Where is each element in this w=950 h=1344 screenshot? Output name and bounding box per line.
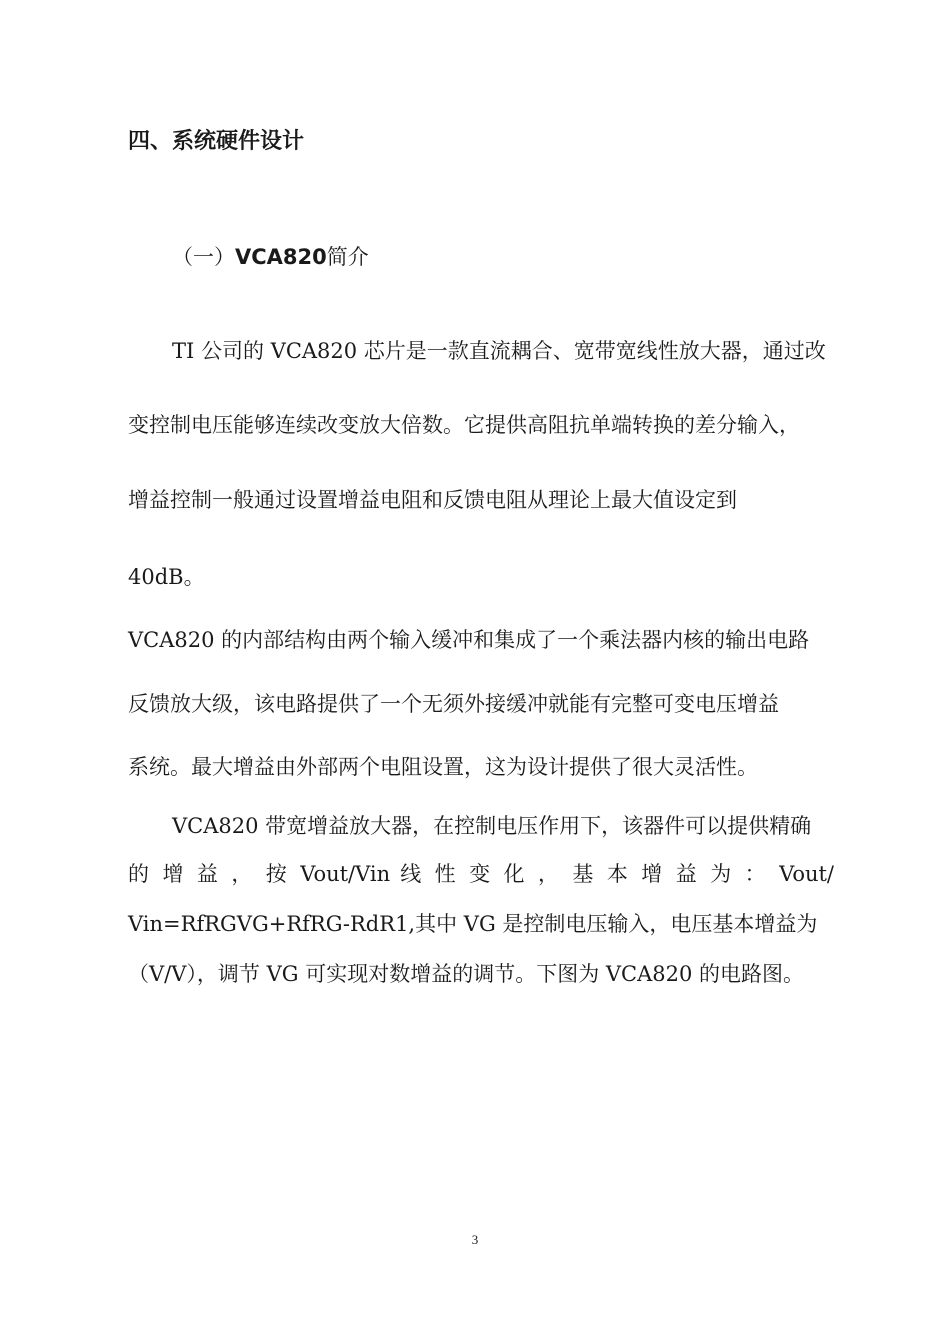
subsection-heading [172, 243, 369, 271]
subsection-title-en: VCA820 [235, 245, 327, 269]
paragraph-1-line-2: 变控制电压能够连续改变放大倍数。它提供高阻抗单端转换的差分输入， [128, 413, 800, 437]
subsection-prefix: （一） [172, 245, 235, 269]
paragraph-2-line-3: 系统。最大增益由外部两个电阻设置，这为设计提供了很大灵活性。 [128, 755, 758, 779]
paragraph-3-line-2: 的 增 益 ， 按 Vout/Vin 线 性 变 化 ， 基 本 增 益 为 ： Vout/ [128, 862, 834, 886]
paragraph-1-line-3: 增益控制一般通过设置增益电阻和反馈电阻从理论上最大值设定到 [128, 488, 737, 512]
subsection-suffix: 简介 [326, 245, 369, 269]
section-heading: 四、系统硬件设计 [128, 129, 305, 154]
paragraph-3-line-1: VCA820 带宽增益放大器，在控制电压作用下，该器件可以提供精确 [172, 814, 812, 838]
paragraph-3-line-4: （V/V），调节 VG 可实现对数增益的调节。下图为 VCA820 的电路图。 [128, 962, 805, 986]
paragraph-2-line-2: 反馈放大级，该电路提供了一个无须外接缓冲就能有完整可变电压增益 [128, 692, 779, 716]
paragraph-1-line-4: 40dB。 [128, 565, 205, 589]
paragraph-2-line-1: VCA820 的内部结构由两个输入缓冲和集成了一个乘法器内核的输出电路 [128, 628, 810, 652]
paragraph-1-line-1: TI 公司的 VCA820 芯片是一款直流耦合、宽带宽线性放大器，通过改 [172, 339, 826, 363]
paragraph-3-line-3: Vin=RfRGVG+RfRG-RdR1,其中 VG 是控制电压输入，电压基本增益为 [128, 912, 818, 936]
page-number: 3 [471, 1232, 479, 1247]
